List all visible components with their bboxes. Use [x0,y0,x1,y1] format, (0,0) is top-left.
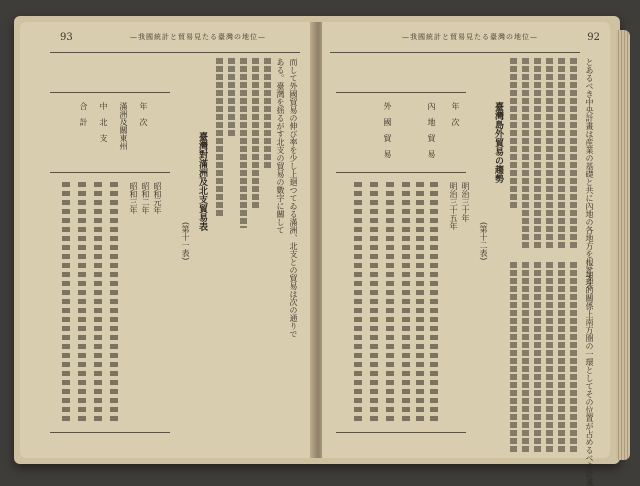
left-table-note: (第十一表) [181,222,190,261]
right-prose-11 [546,262,553,452]
right-year-1: 明治三十年 [461,182,470,222]
left-page [20,22,316,458]
right-data-col-4 [386,182,394,422]
right-prose-8: は地理的關係上南方圏の一環としてその位置が占めるべき計畫 [585,262,594,486]
left-col-head-total: 合 計 [79,102,88,126]
left-data-col-2 [94,182,102,422]
right-data-col-1 [430,182,438,422]
right-header-rule [336,172,466,173]
right-prose-10 [558,262,565,452]
left-table-bottom [50,432,170,433]
left-year-3: 昭和三年 [129,182,138,214]
left-prose-5 [240,58,247,228]
left-year-2: 昭和二年 [141,182,150,214]
left-col-head-manchuria: 滿洲及關東州 [119,102,128,150]
right-col-head-domestic: 內 地 貿 易 [427,102,436,158]
left-col-head-china: 中 北 支 [99,102,108,142]
right-data-col-6 [354,182,362,422]
left-year-1: 昭和元年 [153,182,162,214]
left-data-col-1 [110,182,118,422]
right-page [322,22,610,486]
left-data-col-4 [62,182,70,422]
right-prose-14 [510,262,517,452]
right-top-rule [330,52,580,53]
right-data-col-3 [402,182,410,422]
left-prose-1: 而して外國貿易の伸び率を少し上廻つてゐる滿洲、北支との貿易は次の通りで [289,58,298,338]
right-prose-1: とあるべき中央計畫は産業の基礎と共に內地の各地方を根とする [585,58,594,290]
left-col-head-year: 年 次 [139,102,148,126]
right-prose-6 [522,58,529,248]
left-prose-7 [216,58,223,218]
left-data-col-3 [78,182,86,422]
right-prose-9 [570,262,577,452]
left-prose-3 [264,58,271,168]
right-running-header: —我國統計と貿易見たる臺灣の地位— [402,33,538,41]
right-prose-12 [534,262,541,452]
right-prose-13 [522,262,529,452]
left-table-title: 臺灣對滿洲及北支貿易表 [197,132,207,231]
left-prose-2: ある。臺灣を揺るがす北支の貿易の數字に關して [276,58,285,234]
right-prose-5 [534,58,541,248]
left-header-rule [50,172,170,173]
right-prose-4 [546,58,553,248]
right-page-number: 92 [587,32,600,43]
right-table-bottom [336,432,466,433]
left-top-rule [50,52,300,53]
page-edges [616,30,630,460]
right-prose-2 [570,58,577,248]
left-table-top [50,92,170,93]
left-running-header: —我國統計と貿易見たる臺灣の地位— [130,33,266,41]
right-data-col-2 [416,182,424,422]
left-page-number: 93 [60,32,73,43]
left-prose-6 [228,58,235,138]
open-book [14,16,620,486]
right-col-head-foreign: 外 國 貿 易 [383,102,392,158]
right-data-col-5 [370,182,378,422]
right-table-note: (第十二表) [479,222,488,261]
right-col-head-year: 年 次 [451,102,460,126]
right-prose-3 [558,58,565,248]
right-table-title: 臺灣島外貿易の趨勢 [493,102,503,183]
right-prose-7 [510,58,517,208]
left-prose-4 [252,58,259,208]
right-year-2: 明治三十五年 [449,182,458,230]
right-table-top [336,92,466,93]
